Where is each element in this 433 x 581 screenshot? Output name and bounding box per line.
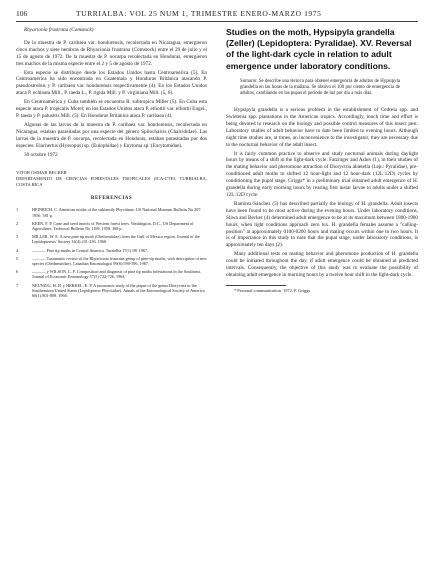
right-column	[226, 27, 418, 293]
journal-title: TURRIALBA: VOL 25 NUM 1, TRIMESTRE ENERO-MARZO 1975	[76, 9, 322, 18]
article-summary: Sumario: Se describe una técnica para obtener emergencia de adultos de Hypsipyla grandella en las horas de la mañana. Se obtuvo el 100 por ciento de emergencia de adultos, cambiando en las pupas el período de luz por día a más días.	[240, 78, 400, 96]
reference-entry	[16, 221, 207, 231]
footnote-rule	[226, 285, 286, 286]
right-paragraph-2: It is fairly common practice to observe and study nocturnal animals during daylight hours by means of a shift in the light-dark cycle. Fatzinger and Asher (1), in their studies of the mating behavior and pheromone attraction of Dioryctria abietella (Lep.: Pyralidae), pre-conditioned adult moths to shifted 12 hour-light and 12 hour-dark (12L:12D) cycles by conditioning the pupal stage. Griggs* in a preliminary trial obtained adult emergence of H. grandella during early morning hours by rearing first instar larvae to adults under a shifted 12L:12D cycle.	[226, 150, 418, 198]
page-number: 106	[16, 9, 28, 18]
right-paragraph-1: Hypsipyla grandella is a serious problem in the establishment of Cedrela spp. and Swietenia spp. plantations in the American tropics. Accordingly, much time and effort is being devoted to research on the biology and possible control measures of this insect pest. Laboratory studies of adult behavior have to date been limited to evening hours. Although night time studies are, at times, an inconvenience to the investigator, they are necessary due to the nocturnal behavior of the adult insect.	[226, 107, 418, 148]
reference-text: ———, y WILSON, L. F. Composition and diagnosis of pine tip moths infestations in the Southeast. Journal of Economic Entomology 57(5):722-726. 1964.	[32, 269, 202, 280]
reference-entry	[16, 256, 207, 266]
reference-number: 4	[16, 247, 19, 253]
reference-number: 6	[16, 269, 19, 275]
submission-date: 30 octubre 1972	[24, 151, 58, 158]
left-paragraph-4: Algunas de las larvas de la muestra de P. caribaea var. hondurensis, recolectada en Nicaragua, estaban parasitadas por una especie del género Spilochalcis (Chalcididae). Las larvas de la muestra de P. oocarpa, recolectada en Honduras, estaban parasitadas por dos especies: Elachertus (Hyssopus) sp. (Eulophidae) y Enytoma sp. (Eurytomidae).	[16, 121, 207, 149]
references-list	[16, 207, 207, 298]
references-heading: REFERENCIAS	[90, 196, 133, 202]
reference-text: ———. Taxonomic review of the Rhyacionia frustrana group of pine-tip moths, with description of new species (Olethreutidae). Canadian Entomologist 99(6):590-596. 1967.	[32, 255, 207, 266]
reference-entry	[16, 234, 207, 244]
left-column	[16, 27, 207, 301]
left-paragraph-1: De la muestra de P. caribaea var. hondurensis, recolectada en Nicaragua, emergieron cinco machos y siete hembras de Rhyacionia frustrana (Comstock) entre el 29 de julio y el 15 de agosto de 1972. De la muestra de P. oocarpa recolectada en Honduras, emergieron tres machos de la misma especie entre el 2 y 5 de agosto de 1972.	[16, 39, 207, 67]
reference-text: ———. Pine tip moths in Central America. Turrialba 17(1):98. 1967.	[32, 247, 149, 253]
reference-entry	[16, 207, 207, 217]
reference-number: 7	[16, 282, 19, 288]
reference-number: 3	[16, 234, 19, 240]
reference-text: NEUNZIG, H. H. y HERKEL, E. P. A taxonomic study of the pupae of the genus Dioryctria in the Southeastern United States (Lepidoptera: Phycitidae). Annals of the Entomological Society of America 60(1):801-808. 1966.	[32, 282, 205, 298]
footnote: * Personal communication. 1972. P. Griggs.	[234, 287, 312, 293]
left-paragraph-3: En Centroamérica y Cuba también se encuentra R. subtropica Miller (5). En Cuba esta especie ataca P. tropicalis Morel; en los Estados Unidos ataca P. elliottii var. elliottii Engel., P. taeda y P. palustris Mill. (5). En Honduras Británica ataca P. caribaea (4).	[16, 99, 207, 119]
author-name: VITOR OSMAR BECKER	[16, 170, 67, 176]
header-rule	[16, 21, 418, 22]
reference-text: HEINRICH, C. American moths of the subfamily Phycitinae. US National Museum Bulletin No 207. 1956. 581 p.	[32, 207, 202, 218]
species-heading: Rhyacionia frustrana (Comstock)	[24, 27, 94, 33]
reference-text: MILLER, W. E. A new pine tip moth (Olethreutidae) from the Gulf of Mexico region. Journal of the Lepidopterists' Society 14(4):231-236. 1960.	[32, 234, 200, 245]
reference-entry	[16, 283, 207, 299]
right-paragraph-4: Many additional tests on mating behavior and pheromone production of H. grandella could be initiated throughout the day, if adult emergence could be obtained at predicted intervals. Consequently, the objective of this study was to evaluate the possibility of obtaining adult emergence in morning hours by a twelve hour shift in the light-dark cycle.	[226, 251, 418, 278]
author-block	[16, 170, 207, 188]
right-paragraph-3: Ramirez-Sánchez (5) has described partially the biology of H. grandella. Adult insects have been found to be most active during the evening hours. Under laboratory conditions, Sliwa and Becker (4) determined adult emergence to be at its maximum between 1800-1900 hours, when light conditions approach zero lux. H. grandella females assume a "calling-position" at approximately 0100-0200 hours and mating occurs within one to two hours. It is of importance in this study to note that the pupal stage, under laboratory conditions, is approximately ten days (2).	[226, 200, 418, 249]
left-paragraph-2: Esta especie se distribuye desde los Estados Unidos hasta Centroamérica (5). En Centroamérica ha sido encontrada en Guatemala y Honduras Británica atacando P. pseudostrobus y P. caribaea var. hondurensis respectivamente (4). En los Estados Unidos ataca P. echinata Mill., P. taeda L., P. rigida Mill. y P. virginiana Mill. (5, 6).	[16, 69, 207, 97]
reference-number: 1	[16, 207, 19, 213]
reference-number: 5	[16, 255, 19, 261]
reference-entry	[16, 248, 207, 253]
reference-number: 2	[16, 220, 19, 226]
article-title: Studies on the moth, Hypsipyla grandella (Zeller) (Lepidoptera: Pyralidae). XV. Reversal of the light-dark cycle in relation to adult emergence under laboratory conditions.	[226, 27, 412, 71]
author-affiliation: DEPARTAMENTO DE CIENCIAS FORESTALES TROPICALES (ICA-CTEI, TURRIALBA, COSTA RICA	[16, 176, 207, 188]
reference-text: KEEN, F. P. Cone and seed insects of Western forest trees. Washington, D.C., US Department of Agriculture. Technical Bulletin No 1169. 1958. 168 p.	[32, 220, 194, 231]
reference-entry	[16, 269, 207, 279]
